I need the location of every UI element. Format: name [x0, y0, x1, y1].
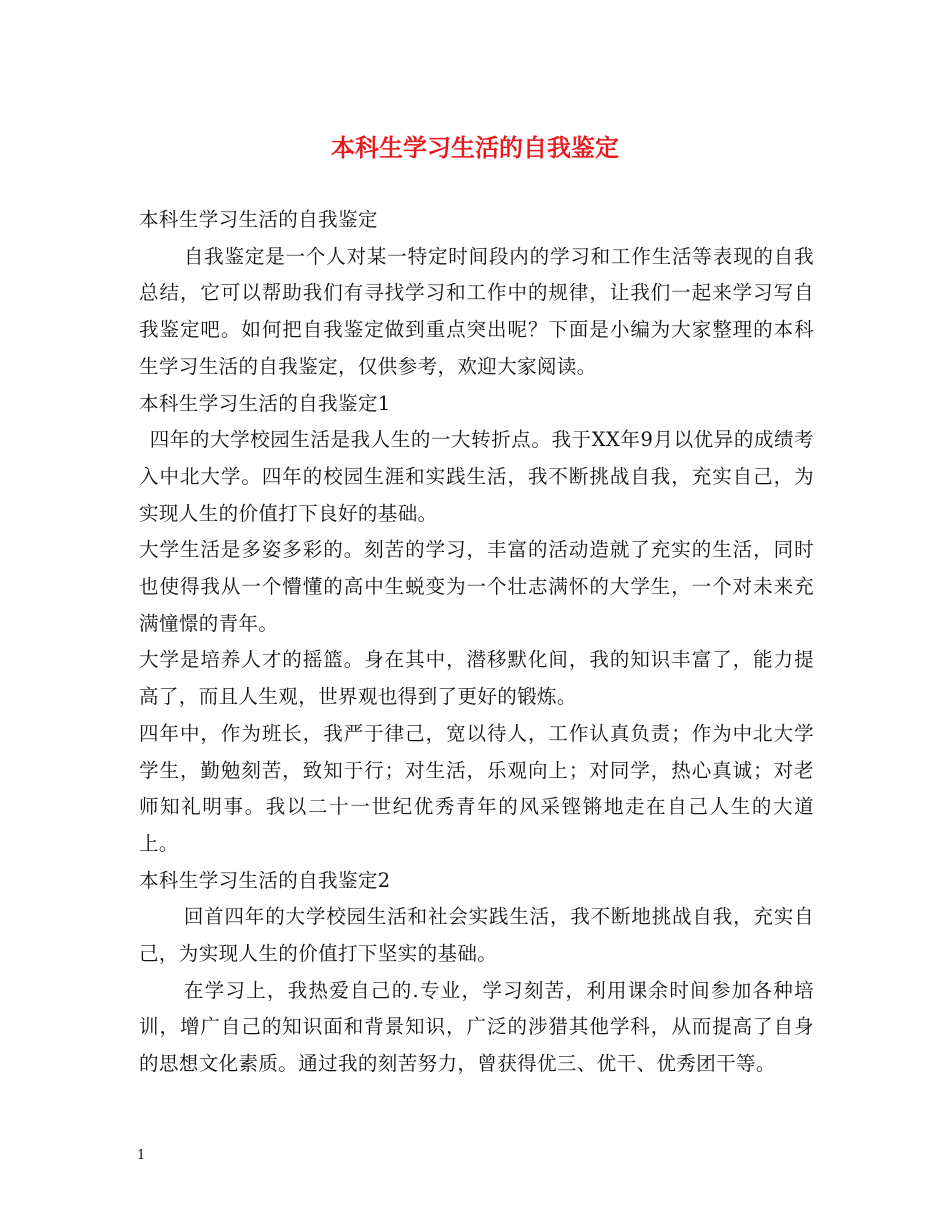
document-title: 本科生学习生活的自我鉴定 — [331, 133, 619, 162]
intro-paragraph: 自我鉴定是一个人对某一特定时间段内的学习和工作生活等表现的自我总结，它可以帮助我们有寻找学习和工作中的规律，让我们一起来学习写自我鉴定吧。如何把自我鉴定做到重点突出呢？下面是小编为大家整理的本科生学习生活的自我鉴定，仅供参考，欢迎大家阅读。 — [139, 244, 814, 378]
document-body — [139, 202, 814, 1083]
section-heading: 本科生学习生活的自我鉴定 — [139, 208, 378, 231]
body-paragraph: 大学是培养人才的摇篮。身在其中，潜移默化间，我的知识丰富了，能力提高了，而且人生观，世界观也得到了更好的锻炼。 — [139, 648, 814, 709]
section-heading-1: 本科生学习生活的自我鉴定1 — [139, 391, 391, 415]
page-number: 1 — [137, 1148, 146, 1163]
body-paragraph: 在学习上，我热爱自己的.专业，学习刻苦，利用课余时间参加各种培训，增广自己的知识面和背景知识，广泛的涉猎其他学科，从而提高了自身的思想文化素质。通过我的刻苦努力，曾获得优三、优干、优秀团干等。 — [139, 978, 814, 1076]
body-paragraph: 回首四年的大学校园生活和社会实践生活，我不断地挑战自我，充实自己，为实现人生的价值打下坚实的基础。 — [139, 905, 814, 966]
body-paragraph: 大学生活是多姿多彩的。刻苦的学习，丰富的活动造就了充实的生活，同时也使得我从一个懵懂的高中生蜕变为一个壮志满怀的大学生，一个对未来充满憧憬的青年。 — [139, 538, 814, 635]
section-heading-2: 本科生学习生活的自我鉴定2 — [139, 868, 391, 892]
body-paragraph: 四年中，作为班长，我严于律己，宽以待人，工作认真负责；作为中北大学学生，勤勉刻苦，致知于行；对生活，乐观向上；对同学，热心真诚；对老师知礼明事。我以二十一世纪优秀青年的风采铿锵地走在自己人生的大道上。 — [139, 721, 814, 855]
body-paragraph: 四年的大学校园生活是我人生的一大转折点。我于XX年9月以优异的成绩考入中北大学。四年的校园生涯和实践生活，我不断挑战自我，充实自己，为实现人生的价值打下良好的基础。 — [139, 428, 814, 525]
